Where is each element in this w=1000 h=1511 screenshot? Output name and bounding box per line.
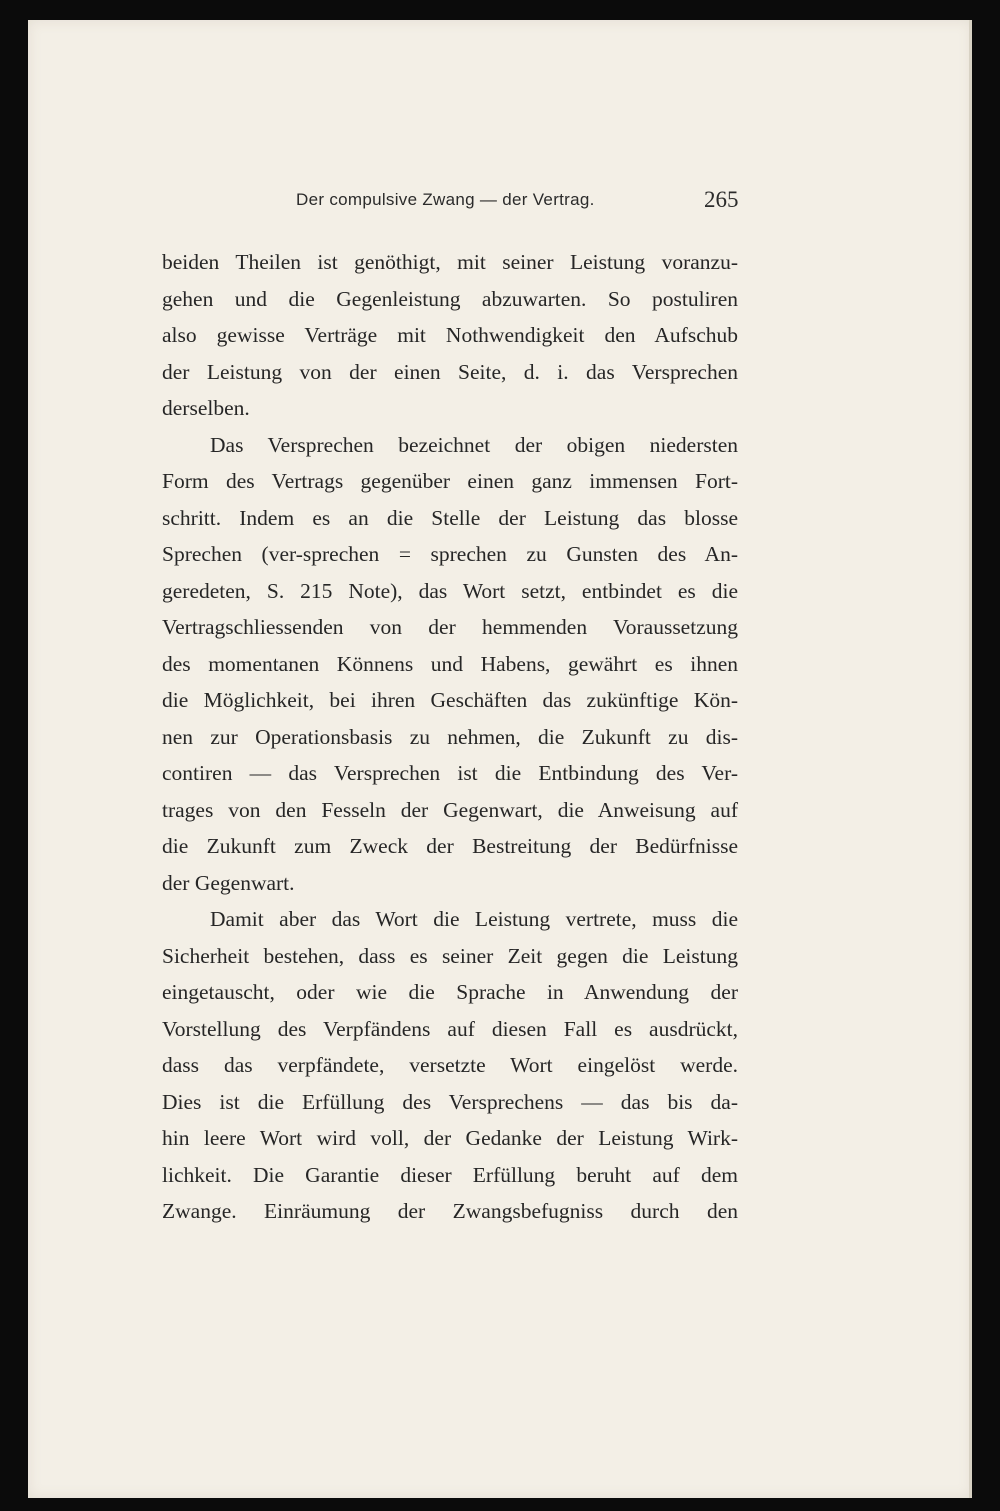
text-line: Form des Vertrags gegenüber einen ganz immensen Fort-: [162, 469, 738, 493]
text-line: der Gegenwart.: [162, 870, 295, 895]
text-line: contiren — das Versprechen ist die Entbindung des Ver-: [162, 761, 738, 785]
body-text: [162, 244, 738, 1230]
text-line: derselben.: [162, 396, 250, 420]
text-line: geredeten, S. 215 Note), das Wort setzt, entbindet es die: [162, 578, 738, 603]
text-line: die Zukunft zum Zweck der Bestreitung der Bedürfnisse: [162, 834, 738, 858]
text-line: nen zur Operationsbasis zu nehmen, die Zukunft zu dis-: [162, 724, 738, 749]
text-line: also gewisse Verträge mit Nothwendigkeit den Aufschub: [162, 323, 738, 347]
page-number: 265: [704, 187, 739, 212]
page-edge: [969, 20, 972, 1498]
text-line: Damit aber das Wort die Leistung vertrete, muss die: [210, 907, 738, 931]
text-line: Sicherheit bestehen, dass es seiner Zeit gegen die Leistung: [162, 943, 738, 968]
text-line: beiden Theilen ist genöthigt, mit seiner Leistung voranzu-: [162, 250, 738, 274]
running-head: [28, 186, 972, 226]
text-line: eingetauscht, oder wie die Sprache in Anwendung der: [162, 980, 738, 1004]
book-page: [28, 20, 972, 1498]
text-line: Dies ist die Erfüllung des Versprechens — das bis da-: [162, 1089, 738, 1114]
text-line: Zwange. Einräumung der Zwangsbefugniss durch den: [162, 1199, 738, 1223]
text-line: lichkeit. Die Garantie dieser Erfüllung beruht auf dem: [162, 1162, 738, 1187]
text-line: Das Versprechen bezeichnet der obigen niedersten: [210, 432, 738, 457]
text-line: Vertragschliessenden von der hemmenden Voraussetzung: [162, 615, 738, 639]
text-line: trages von den Fesseln der Gegenwart, die Anweisung auf: [162, 797, 738, 822]
text-line: die Möglichkeit, bei ihren Geschäften das zukünftige Kön-: [162, 688, 738, 712]
running-title: Der compulsive Zwang — der Vertrag.: [296, 190, 595, 209]
text-line: des momentanen Könnens und Habens, gewährt es ihnen: [162, 651, 738, 676]
text-line: schritt. Indem es an die Stelle der Leistung das blosse: [162, 505, 738, 530]
text-line: Sprechen (ver-sprechen = sprechen zu Gunsten des An-: [162, 542, 738, 566]
text-line: Vorstellung des Verpfändens auf diesen Fall es ausdrückt,: [162, 1016, 738, 1041]
text-line: gehen und die Gegenleistung abzuwarten. So postuliren: [162, 286, 738, 311]
text-line: dass das verpfändete, versetzte Wort eingelöst werde.: [162, 1053, 738, 1077]
text-line: hin leere Wort wird voll, der Gedanke der Leistung Wirk-: [162, 1126, 738, 1150]
text-line: der Leistung von der einen Seite, d. i. das Versprechen: [162, 359, 738, 384]
